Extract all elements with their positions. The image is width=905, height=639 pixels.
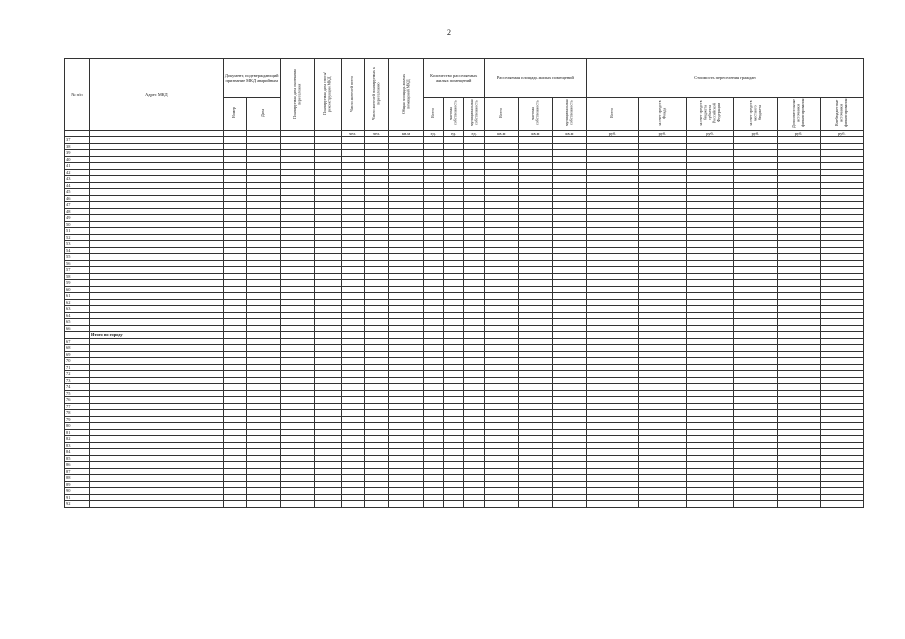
- unit-cell: руб.: [777, 130, 820, 137]
- row-number: 39: [65, 150, 90, 157]
- unit-cell: ед.: [443, 130, 463, 137]
- row-number: 88: [65, 475, 90, 482]
- unit-cell: кв.м: [518, 130, 552, 137]
- row-number: 51: [65, 228, 90, 235]
- row-number: 73: [65, 377, 90, 384]
- header-rooms-total: Всего: [423, 98, 443, 131]
- row-cell: [223, 501, 246, 508]
- row-number: 87: [65, 468, 90, 475]
- unit-cell: руб.: [586, 130, 638, 137]
- row-number: 85: [65, 455, 90, 462]
- row-number: 69: [65, 351, 90, 358]
- row-number: 45: [65, 189, 90, 196]
- row-cell: [586, 501, 638, 508]
- row-number: 61: [65, 293, 90, 300]
- unit-cell: кв.м: [484, 130, 518, 137]
- unit-cell: ед.: [423, 130, 443, 137]
- row-number: 86: [65, 462, 90, 469]
- row-number: 44: [65, 182, 90, 189]
- header-area-group: Расселяемая площадь жилых помещений: [484, 59, 586, 98]
- row-cell: [518, 501, 552, 508]
- unit-cell: чел.: [364, 130, 389, 137]
- page-number: 2: [447, 28, 451, 37]
- header-cost-group: Стоимость переселения граждан: [586, 59, 863, 98]
- header-doc-group: Документ, подтверждающий признание МКД аварийным: [223, 59, 280, 98]
- row-number: 72: [65, 371, 90, 378]
- unit-cell: чел.: [341, 130, 364, 137]
- row-number: 76: [65, 397, 90, 404]
- row-number: 74: [65, 384, 90, 391]
- row-cell: [443, 501, 463, 508]
- unit-cell: руб.: [734, 130, 777, 137]
- row-number: 89: [65, 481, 90, 488]
- row-number: 52: [65, 234, 90, 241]
- row-number: 75: [65, 390, 90, 397]
- header-area-all: Всего: [484, 98, 518, 131]
- row-cell: [734, 501, 777, 508]
- header-residents-planned: Число жителей планируемых к переселению: [364, 59, 389, 131]
- row-cell: [389, 501, 423, 508]
- row-cell: [280, 501, 314, 508]
- row-cell: [341, 501, 364, 508]
- row-number: 80: [65, 423, 90, 430]
- header-doc-number: Номер: [223, 98, 246, 131]
- row-number: 84: [65, 449, 90, 456]
- row-cell: [820, 501, 863, 508]
- row-number: 53: [65, 241, 90, 248]
- row-number: 92: [65, 501, 90, 508]
- header-planned-demolition: Планируемая дата сноса/реконструкции МКД: [314, 59, 341, 131]
- row-number: 79: [65, 416, 90, 423]
- unit-cell: руб.: [639, 130, 687, 137]
- table-row: [65, 501, 864, 508]
- header-cost-extra: Дополнительные источники финансирования: [777, 98, 820, 131]
- header-no: № п/п: [65, 59, 90, 131]
- row-number: 54: [65, 247, 90, 254]
- unit-cell: руб.: [686, 130, 734, 137]
- row-number: 48: [65, 208, 90, 215]
- row-number: 71: [65, 364, 90, 371]
- unit-cell: кв.м: [552, 130, 586, 137]
- row-number: 59: [65, 280, 90, 287]
- row-cell: [686, 501, 734, 508]
- header-area-private: частная собственность: [518, 98, 552, 131]
- header-address: Адрес МКД: [89, 59, 223, 131]
- header-cost-region: за счет средств бюджета субъекта Российской Федерации: [686, 98, 734, 131]
- row-number: 50: [65, 221, 90, 228]
- row-number: 63: [65, 306, 90, 313]
- row-number: 37: [65, 137, 90, 144]
- row-number: 66: [65, 325, 90, 332]
- row-number: 62: [65, 299, 90, 306]
- row-cell: [364, 501, 389, 508]
- row-number: 91: [65, 494, 90, 501]
- row-cell: [484, 501, 518, 508]
- row-number: 60: [65, 286, 90, 293]
- header-doc-date: Дата: [246, 98, 280, 131]
- header-area-municipal: муниципальная собственность: [552, 98, 586, 131]
- header-cost-local: за счет средств местного бюджета: [734, 98, 777, 131]
- row-number: 90: [65, 488, 90, 495]
- relocation-table-sheet: [64, 58, 864, 508]
- row-number: 57: [65, 267, 90, 274]
- row-address: [89, 501, 223, 508]
- row-number: 41: [65, 163, 90, 170]
- row-number: 65: [65, 319, 90, 326]
- row-number: 70: [65, 358, 90, 365]
- table-body: [65, 137, 864, 508]
- row-number: 68: [65, 345, 90, 352]
- row-number: 49: [65, 215, 90, 222]
- row-number: 38: [65, 143, 90, 150]
- row-number: 64: [65, 312, 90, 319]
- row-cell: [314, 501, 341, 508]
- header-cost-fund: за счет средств Фонда: [639, 98, 687, 131]
- row-number: 42: [65, 169, 90, 176]
- row-number: 58: [65, 273, 90, 280]
- row-number: 77: [65, 403, 90, 410]
- relocation-table: [64, 58, 864, 508]
- header-residents: Число жителей всего: [341, 59, 364, 131]
- row-number: 55: [65, 254, 90, 261]
- row-number: 81: [65, 429, 90, 436]
- row-number: 82: [65, 436, 90, 443]
- row-number: 67: [65, 338, 90, 345]
- row-cell: [246, 501, 280, 508]
- unit-cell: ед.: [464, 130, 484, 137]
- row-cell: [552, 501, 586, 508]
- header-rooms-group: Количество расселяемых жилых помещений: [423, 59, 484, 98]
- header-planned-completion: Планируемая дата окончания переселения: [280, 59, 314, 131]
- row-number: 47: [65, 202, 90, 209]
- header-cost-total: Всего: [586, 98, 638, 131]
- unit-cell: кв.м: [389, 130, 423, 137]
- unit-cell: руб.: [820, 130, 863, 137]
- row-cell: [639, 501, 687, 508]
- row-number: 46: [65, 195, 90, 202]
- row-cell: [423, 501, 443, 508]
- row-cell: [464, 501, 484, 508]
- header-rooms-private: частная собственность: [443, 98, 463, 131]
- header-cost-extra2: Внебюджетные источники финансирования: [820, 98, 863, 131]
- row-number: 83: [65, 442, 90, 449]
- row-number: 40: [65, 156, 90, 163]
- row-number: 78: [65, 410, 90, 417]
- row-address: Итого по городу: [89, 332, 223, 339]
- row-cell: [777, 501, 820, 508]
- row-number: 43: [65, 176, 90, 183]
- header-rooms-municipal: муниципальная собственность: [464, 98, 484, 131]
- header-area-total: Общая площадь жилых помещений МКД: [389, 59, 423, 131]
- row-number: 56: [65, 260, 90, 267]
